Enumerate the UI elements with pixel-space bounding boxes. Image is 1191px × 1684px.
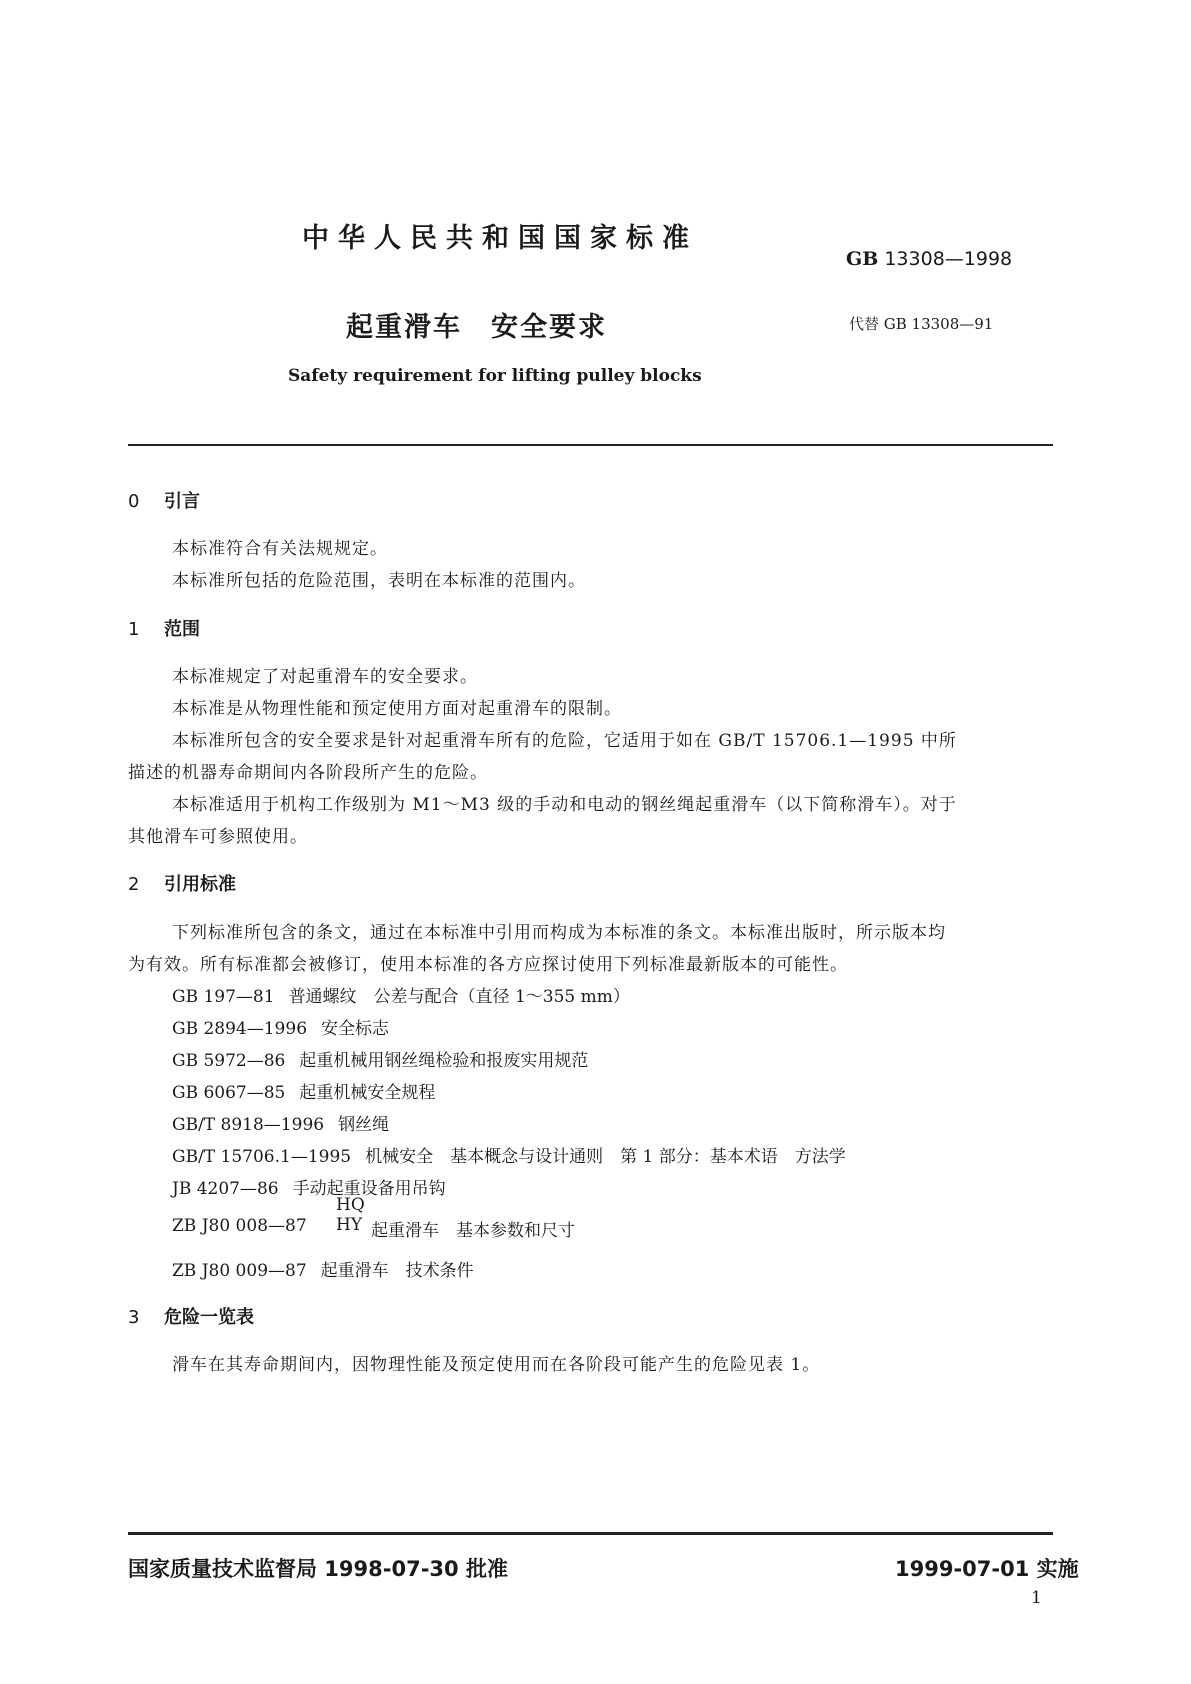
reference-item bbox=[172, 1078, 435, 1103]
header-divider bbox=[128, 444, 1053, 446]
reference-title: 起重机械用钢丝绳检验和报废实用规范 bbox=[299, 1051, 589, 1071]
reference-item bbox=[172, 1256, 474, 1281]
standard-code: 13308—1998 bbox=[884, 248, 1013, 270]
reference-title: 手动起重设备用吊钩 bbox=[292, 1179, 446, 1199]
section-heading-0: 0 引言 bbox=[128, 491, 200, 512]
paragraph-continuation: 其他滑车可参照使用。 bbox=[128, 827, 308, 847]
paragraph: 本标准规定了对起重滑车的安全要求。 bbox=[172, 667, 478, 687]
paragraph: 本标准所包括的危险范围，表明在本标准的范围内。 bbox=[172, 571, 586, 591]
reference-item bbox=[172, 1110, 389, 1135]
reference-item bbox=[172, 1174, 446, 1199]
reference-item bbox=[172, 1014, 389, 1039]
paragraph: 本标准所包含的安全要求是针对起重滑车所有的危险，它适用于如在 GB/T 15706.1—1995 中所 bbox=[172, 731, 957, 751]
reference-code: ZB J80 008—87 bbox=[172, 1216, 307, 1236]
reference-code: GB 5972—86 bbox=[172, 1051, 286, 1071]
reference-title: 起重滑车 技术条件 bbox=[320, 1261, 474, 1281]
paragraph-continuation: 描述的机器寿命期间内各阶段所产生的危险。 bbox=[128, 763, 488, 783]
national-standard-title: 中华人民共和国国家标准 bbox=[302, 223, 698, 254]
standard-prefix: GB bbox=[846, 248, 879, 270]
model-hy: HY bbox=[336, 1215, 363, 1235]
reference-code: GB 2894—1996 bbox=[172, 1019, 308, 1039]
section-heading-2: 2 引用标准 bbox=[128, 874, 236, 895]
reference-code: ZB J80 009—87 bbox=[172, 1261, 307, 1281]
model-hq: HQ bbox=[336, 1195, 365, 1215]
reference-code: GB 197—81 bbox=[172, 987, 275, 1007]
document-title: 起重滑车 安全要求 bbox=[346, 312, 607, 343]
reference-title: 钢丝绳 bbox=[338, 1115, 390, 1135]
model-stack bbox=[336, 1195, 365, 1235]
reference-title: 机械安全 基本概念与设计通则 第 1 部分：基本术语 方法学 bbox=[365, 1147, 846, 1167]
reference-title: 起重机械安全规程 bbox=[299, 1083, 436, 1103]
section-heading-1: 1 范围 bbox=[128, 619, 200, 640]
paragraph: 下列标准所包含的条文，通过在本标准中引用而构成为本标准的条文。本标准出版时，所示版本均 bbox=[172, 923, 946, 943]
reference-code: GB/T 8918—1996 bbox=[172, 1115, 325, 1135]
section-heading-3: 3 危险一览表 bbox=[128, 1307, 254, 1328]
standard-number bbox=[846, 248, 1012, 270]
reference-item bbox=[172, 1216, 307, 1236]
reference-code: GB 6067—85 bbox=[172, 1083, 286, 1103]
approval-date: 国家质量技术监督局 1998-07-30 批准 bbox=[128, 1557, 508, 1581]
paragraph: 本标准适用于机构工作级别为 M1～M3 级的手动和电动的钢丝绳起重滑车（以下简称滑车）。对于 bbox=[172, 795, 957, 815]
reference-code: JB 4207—86 bbox=[172, 1179, 279, 1199]
paragraph: 滑车在其寿命期间内，因物理性能及预定使用而在各阶段可能产生的危险见表 1。 bbox=[172, 1355, 821, 1375]
paragraph: 本标准符合有关法规规定。 bbox=[172, 539, 388, 559]
reference-item bbox=[172, 1046, 588, 1071]
reference-title: 起重滑车 基本参数和尺寸 bbox=[371, 1221, 575, 1241]
paragraph-continuation: 为有效。所有标准都会被修订，使用本标准的各方应探讨使用下列标准最新版本的可能性。 bbox=[128, 955, 848, 975]
implementation-date: 1999-07-01 实施 bbox=[895, 1557, 1079, 1581]
footer-divider bbox=[128, 1532, 1053, 1535]
paragraph: 本标准是从物理性能和预定使用方面对起重滑车的限制。 bbox=[172, 699, 622, 719]
reference-title: 普通螺纹 公差与配合（直径 1～355 mm） bbox=[288, 987, 630, 1007]
reference-item bbox=[172, 982, 630, 1007]
reference-code: GB/T 15706.1—1995 bbox=[172, 1147, 352, 1167]
page-number: 1 bbox=[1031, 1588, 1042, 1608]
reference-title: 安全标志 bbox=[321, 1019, 390, 1039]
english-title: Safety requirement for lifting pulley blocks bbox=[288, 366, 702, 386]
reference-item bbox=[172, 1142, 846, 1167]
replaces-note: 代替 GB 13308—91 bbox=[849, 315, 994, 333]
